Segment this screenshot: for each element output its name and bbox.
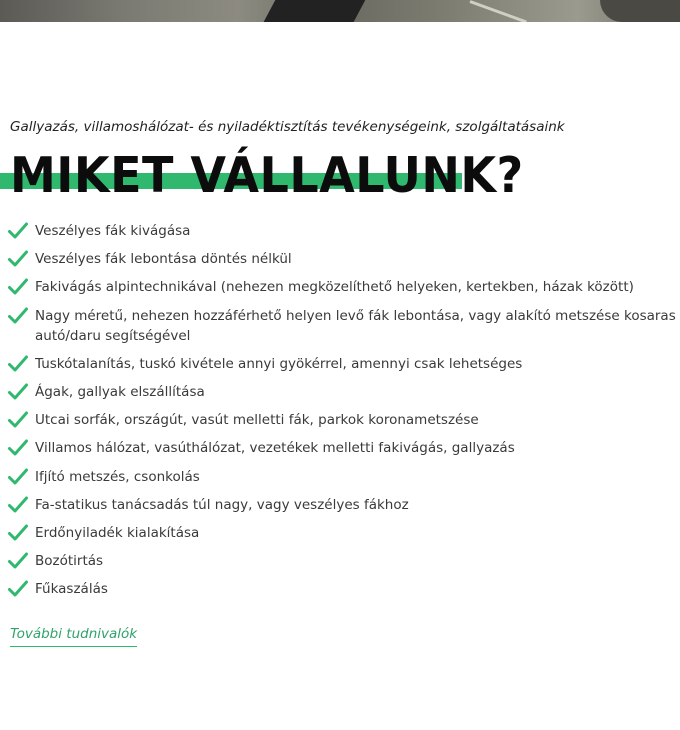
list-item-label: Fa-statikus tanácsadás túl nagy, vagy veszélyes fákhoz — [35, 496, 409, 513]
check-icon — [8, 439, 28, 457]
branch-shape — [259, 0, 370, 22]
service-list — [8, 221, 680, 607]
list-item-label: Veszélyes fák kivágása — [35, 223, 191, 239]
check-icon — [8, 278, 28, 296]
check-icon — [8, 250, 28, 268]
list-item-label: Veszélyes fák lebontása döntés nélkül — [35, 251, 292, 268]
list-item-label: Villamos hálózat, vasúthálózat, vezetékek melletti fakivágás, gallyazás — [35, 440, 515, 457]
check-icon — [8, 411, 28, 429]
list-item — [8, 277, 680, 297]
list-item — [8, 579, 680, 599]
list-item — [8, 249, 680, 269]
list-item — [8, 306, 680, 346]
section-heading-wrap — [10, 146, 556, 206]
check-icon — [8, 383, 28, 401]
list-item — [8, 467, 680, 487]
check-icon — [8, 307, 28, 325]
list-item — [8, 382, 680, 402]
hero-image — [0, 0, 680, 22]
list-item-label: Fakivágás alpintechnikával (nehezen megközelíthető helyeken, kertekben, házak között) — [35, 279, 634, 296]
list-item-label: Ágak, gallyak elszállítása — [35, 383, 205, 400]
list-item — [8, 551, 680, 571]
list-item-label: Erdőnyiladék kialakítása — [35, 524, 200, 541]
check-icon — [8, 552, 28, 570]
list-item — [8, 354, 680, 374]
list-item-label: Fűkaszálás — [35, 581, 108, 598]
list-item-label: Utcai sorfák, országút, vasút melletti fák, parkok koronametszése — [35, 412, 479, 429]
list-item-label: Nagy méretű, nehezen hozzáférhető helyen levő fák lebontása, vagy alakító metszése kosaras autó/daru segítségével — [35, 307, 676, 344]
twig-shape — [469, 0, 526, 22]
list-item — [8, 495, 680, 515]
list-item — [8, 410, 680, 430]
check-icon — [8, 355, 28, 373]
list-item — [8, 523, 680, 543]
check-icon — [8, 580, 28, 598]
list-item — [8, 221, 680, 241]
more-info-link[interactable]: További tudnivalók — [10, 625, 137, 647]
check-icon — [8, 524, 28, 542]
list-item-label: Tuskótalanítás, tuskó kivétele annyi gyökérrel, amennyi csak lehetséges — [35, 355, 523, 372]
trunk-shape — [600, 0, 680, 22]
check-icon — [8, 222, 28, 240]
section-subtitle: Gallyazás, villamoshálózat- és nyiladéktisztítás tevékenységeink, szolgáltatásaink — [10, 119, 565, 135]
check-icon — [8, 496, 28, 514]
list-item-label: Bozótirtás — [35, 553, 104, 570]
list-item-label: Ifjító metszés, csonkolás — [35, 468, 200, 485]
section-title: MIKET VÁLLALUNK? — [10, 147, 524, 204]
list-item — [8, 438, 680, 458]
check-icon — [8, 468, 28, 486]
